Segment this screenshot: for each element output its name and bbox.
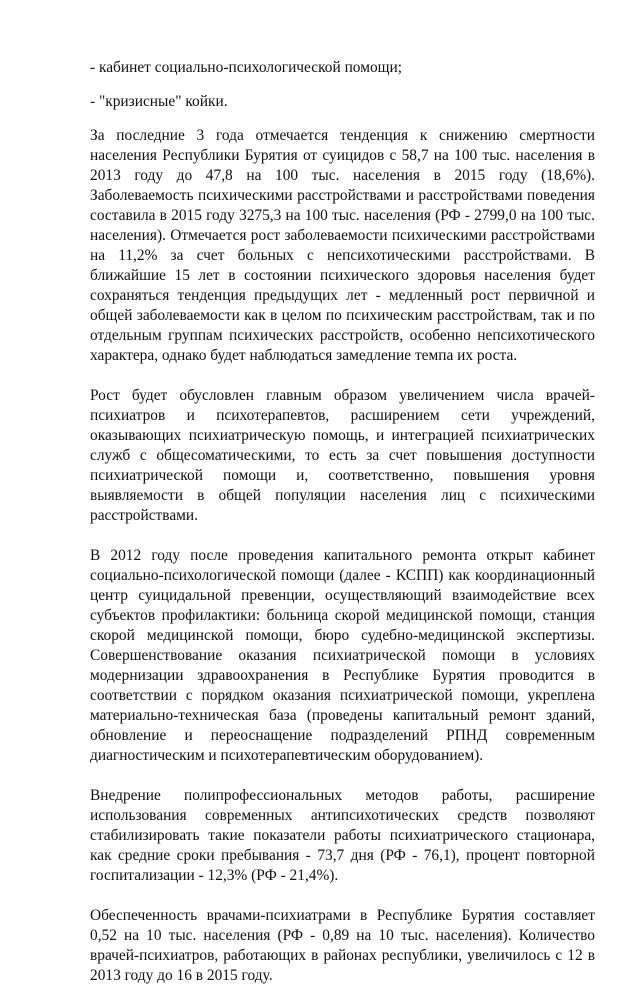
paragraph-psychiatrist-staffing: Обеспеченность врачами-психиатрами в Республике Бурятия составляет 0,52 на 10 тыс. населения (РФ - 0,89 на 10 тыс. населения). Количество врачей-психиатров, работающих в районах республики, увеличилось с 12 в 2013 году до 16 в 2015 году.: [90, 907, 595, 984]
document-page: [90, 58, 595, 1006]
list-item: - кабинет социально-психологической помощи;: [90, 59, 403, 76]
paragraph-kspp-office: В 2012 году после проведения капитального ремонта открыт кабинет социально-психологической помощи (далее - КСПП) как координационный центр суицидальной превенции, осуществляющий взаимодействие всех субъектов профилактики: больница скорой медицинской помощи, станция скорой медицинской помощи, бюро судебно-медицинской экспертизы. Совершенствование оказания психиатрической помощи в условиях модернизации здравоохранения в Республике Бурятия проводится в соответствии с порядком оказания психиатрической помощи, укреплена материально-техническая база (проведены капитальный ремонт зданий, обновление и переоснащение подразделений РПНД современным диагностическим и психотерапевтическим оборудованием).: [90, 547, 595, 764]
list-item: - "кризисные" койки.: [90, 93, 228, 110]
paragraph-hospital-indicators: Внедрение полипрофессиональных методов работы, расширение использования современных антипсихотических средств позволяют стабилизировать такие показатели работы психиатрического стационара, как средние сроки пребывания - 73,7 дня (РФ - 76,1), процент повторной госпитализации - 12,3% (РФ - 21,4%).: [90, 787, 595, 884]
paragraph-growth-factors: Рост будет обусловлен главным образом увеличением числа врачей-психиатров и психотерапевтов, расширением сети учреждений, оказывающих психиатрическую помощь, и интеграцией психиатрических служб с общесоматическими, то есть за счет повышения доступности психиатрической помощи и, соответственно, повышения уровня выявляемости в общей популяции населения лиц с психическими расстройствами.: [90, 387, 595, 524]
paragraph-suicide-mortality: За последние 3 года отмечается тенденция к снижению смертности населения Республики Бурятия от суицидов с 58,7 на 100 тыс. населения в 2013 году до 47,8 на 100 тыс. населения в 2015 году (18,6%). Заболеваемость психическими расстройствами и расстройствами поведения составила в 2015 году 3275,3 на 100 тыс. населения (РФ - 2799,0 на 100 тыс. населения). Отмечается рост заболеваемости психическими расстройствами на 11,2% за счет больных с непсихотическими расстройствами. В ближайшие 15 лет в состоянии психического здоровья населения будет сохраняться тенденция предыдущих лет - медленный рост первичной и общей заболеваемости как в целом по психическим расстройствам, так и по отдельным группам психических расстройств, особенно непсихотического характера, однако будет наблюдаться замедление темпа их роста.: [90, 127, 595, 364]
